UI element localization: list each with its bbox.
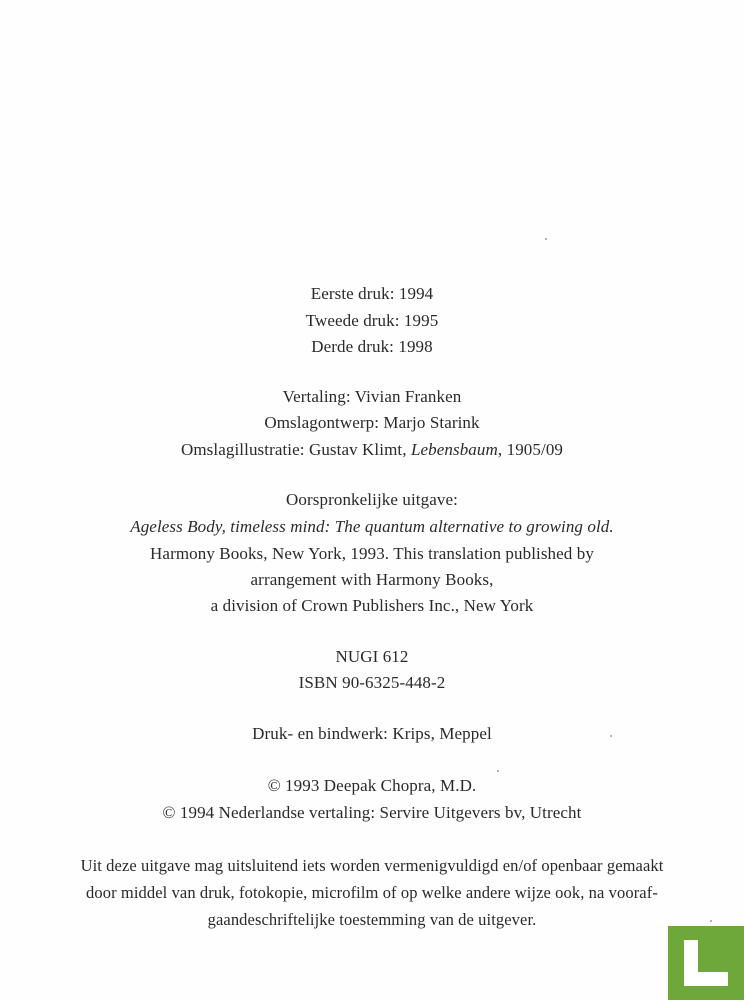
paper-speck: [545, 238, 547, 240]
author-copyright: © 1993 Deepak Chopra, M.D.: [267, 776, 477, 795]
edition-second: Tweede druk: 1995: [305, 311, 439, 330]
cover-illustration-suffix: , 1905/09: [497, 440, 564, 459]
printing-credit: Druk- en bindwerk: Krips, Meppel: [252, 724, 492, 743]
paper-speck: [610, 735, 612, 737]
l-horz: [684, 972, 728, 986]
isbn-code: ISBN 90-6325-448-2: [298, 673, 446, 692]
original-edition-heading: Oorspronkelijke uitgave:: [286, 490, 458, 509]
logo-letter-l: [684, 940, 728, 986]
original-title-line: [0, 516, 744, 538]
edition-first: Eerste druk: 1994: [310, 284, 434, 303]
cover-illustration-prefix: Omslagillustratie: Gustav Klimt,: [180, 440, 411, 459]
paper-speck: [497, 770, 499, 772]
rights-notice-line-1: Uit deze uitgave mag uitsluitend iets worden vermenigvuldigd en/of openbaar gemaakt: [80, 856, 664, 875]
cover-design-credit: Omslagontwerp: Marjo Starink: [264, 413, 480, 432]
edition-third: Derde druk: 1998: [311, 337, 433, 356]
original-title: Ageless Body, timeless mind: The quantum alternative to growing old.: [130, 517, 614, 536]
translation-copyright: © 1994 Nederlandse vertaling: Servire Uitgevers bv, Utrecht: [162, 803, 582, 822]
cover-illustration-title: Lebensbaum: [410, 440, 498, 459]
cover-illustration-credit: [0, 439, 744, 461]
original-publisher-line: Harmony Books, New York, 1993. This translation published by: [150, 544, 594, 563]
original-arrangement-line: arrangement with Harmony Books,: [250, 570, 494, 589]
translator-credit: Vertaling: Vivian Franken: [282, 387, 462, 406]
lastdodo-l-logo-icon: [668, 926, 744, 1000]
paper-speck: [710, 920, 712, 922]
rights-notice-line-3: gaandeschriftelijke toestemming van de uitgever.: [207, 910, 537, 929]
rights-notice-line-2: door middel van druk, fotokopie, microfilm of op welke andere wijze ook, na vooraf-: [86, 883, 658, 902]
nugi-code: NUGI 612: [335, 647, 409, 666]
original-division-line: a division of Crown Publishers Inc., New York: [210, 596, 534, 615]
